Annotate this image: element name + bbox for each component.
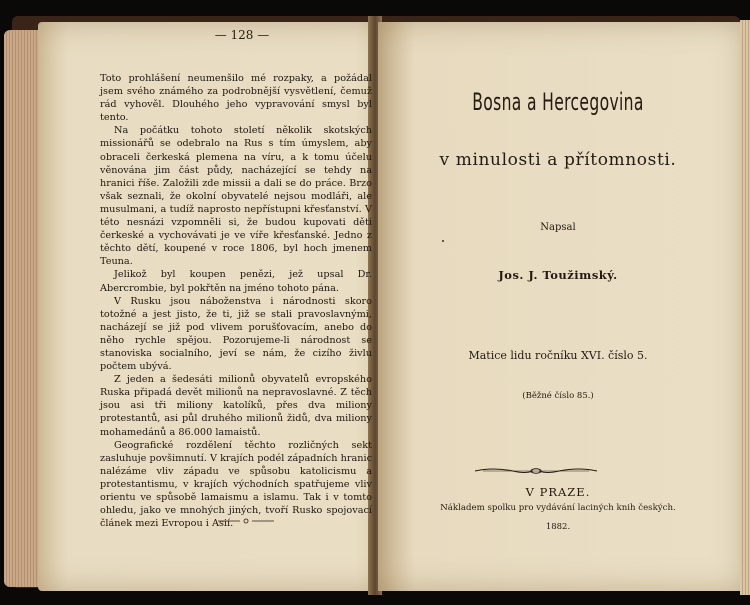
publication-year: 1882. (545, 522, 571, 532)
book-title: Bosna a Hercegovina (472, 88, 644, 116)
right-page-edges (740, 20, 750, 595)
running-number: (Běžné číslo 85.) (522, 391, 594, 401)
author-name: Jos. J. Toužimský. (498, 268, 618, 282)
print-speck (442, 240, 444, 242)
paragraph: V Rusku jsou náboženstva i národnosti skoro totožné a jest jisto, že ti, již se stali pravoslavnými, nacházejí se již pod vlivem porušťovacím, anebo do něho rychle spějou. Pozorujeme-li národnost se stanoviska socialního, jeví se nám, že cizího živlu počtem ubývá. (100, 295, 372, 373)
publication-place: V PRAZE. (525, 485, 591, 499)
napsal-label: Napsal (540, 222, 576, 233)
paragraph: Z jeden a šedesáti milionů obyvatelů evropského Ruska připadá devět milionů na nepravoslavné. Z těch jsou asi tři miliony katolíků, přes dva miliony protestantů, asi půl druhého milionů židů, dva miliony mohamedánů a 86.000 lamaistů. (100, 374, 372, 438)
paragraph: Na počátku tohoto století několik skotských missionářů se odebralo na Rus s tím úmyslem, aby obraceli čerkeská plemena na víru, a k tomu účelu věnována jim část půdy, nacházející se tehdy na hranici říše. Založili zde missii a dali se do práce. Brzo však seznali, že okolní obyvatelé nejsou modláři, ale musulmani, a tudíž naprosto nepřístupni křesťanství. V této nesnázi vzpomněli si, že budou kupovati děti čerkeské a vychovávati je ve víře křesťanské. Jedno z těchto dětí, koupené v roce 1806, byl hoch jmenem Teuna. (100, 125, 372, 268)
paragraph: Jelikož byl koupen penězi, jež upsal Dr. Abercrombie, byl pokřtěn na jméno tohoto pána. (100, 269, 372, 294)
page-number: — 128 — (214, 28, 270, 42)
paragraph: Toto prohlášení neumenšilo mé rozpaky, a požádal jsem svého známého za podrobnější vysvětlení, čemuž rád vyhověl. Dlouhého jeho vypravování smysl byl tento. (100, 73, 372, 124)
end-ornament-icon (218, 518, 274, 524)
paragraph: Geografické rozdělení těchto rozličných sekt zasluhuje povšimnutí. V krajích podél západních hranic nalézáme vliv západu ve spůsobu katolicismu a protestantismu, v krajích východních spatřujeme vliv orientu ve spůsobě lamaismu a islamu. Tak i v tomto ohledu, jako ve mnohých jiných, tvoří Rusko spojovací článek mezi Evropou i Asií. (100, 439, 372, 530)
publisher-line: Nákladem spolku pro vydávání laciných knih českých. (440, 503, 676, 513)
left-page-text (100, 72, 372, 530)
series-info: Matice lidu ročníku XVI. číslo 5. (468, 349, 648, 362)
book-subtitle: v minulosti a přítomnosti. (439, 150, 677, 170)
left-page-edges (4, 30, 40, 587)
title-ornament-icon (473, 466, 599, 476)
